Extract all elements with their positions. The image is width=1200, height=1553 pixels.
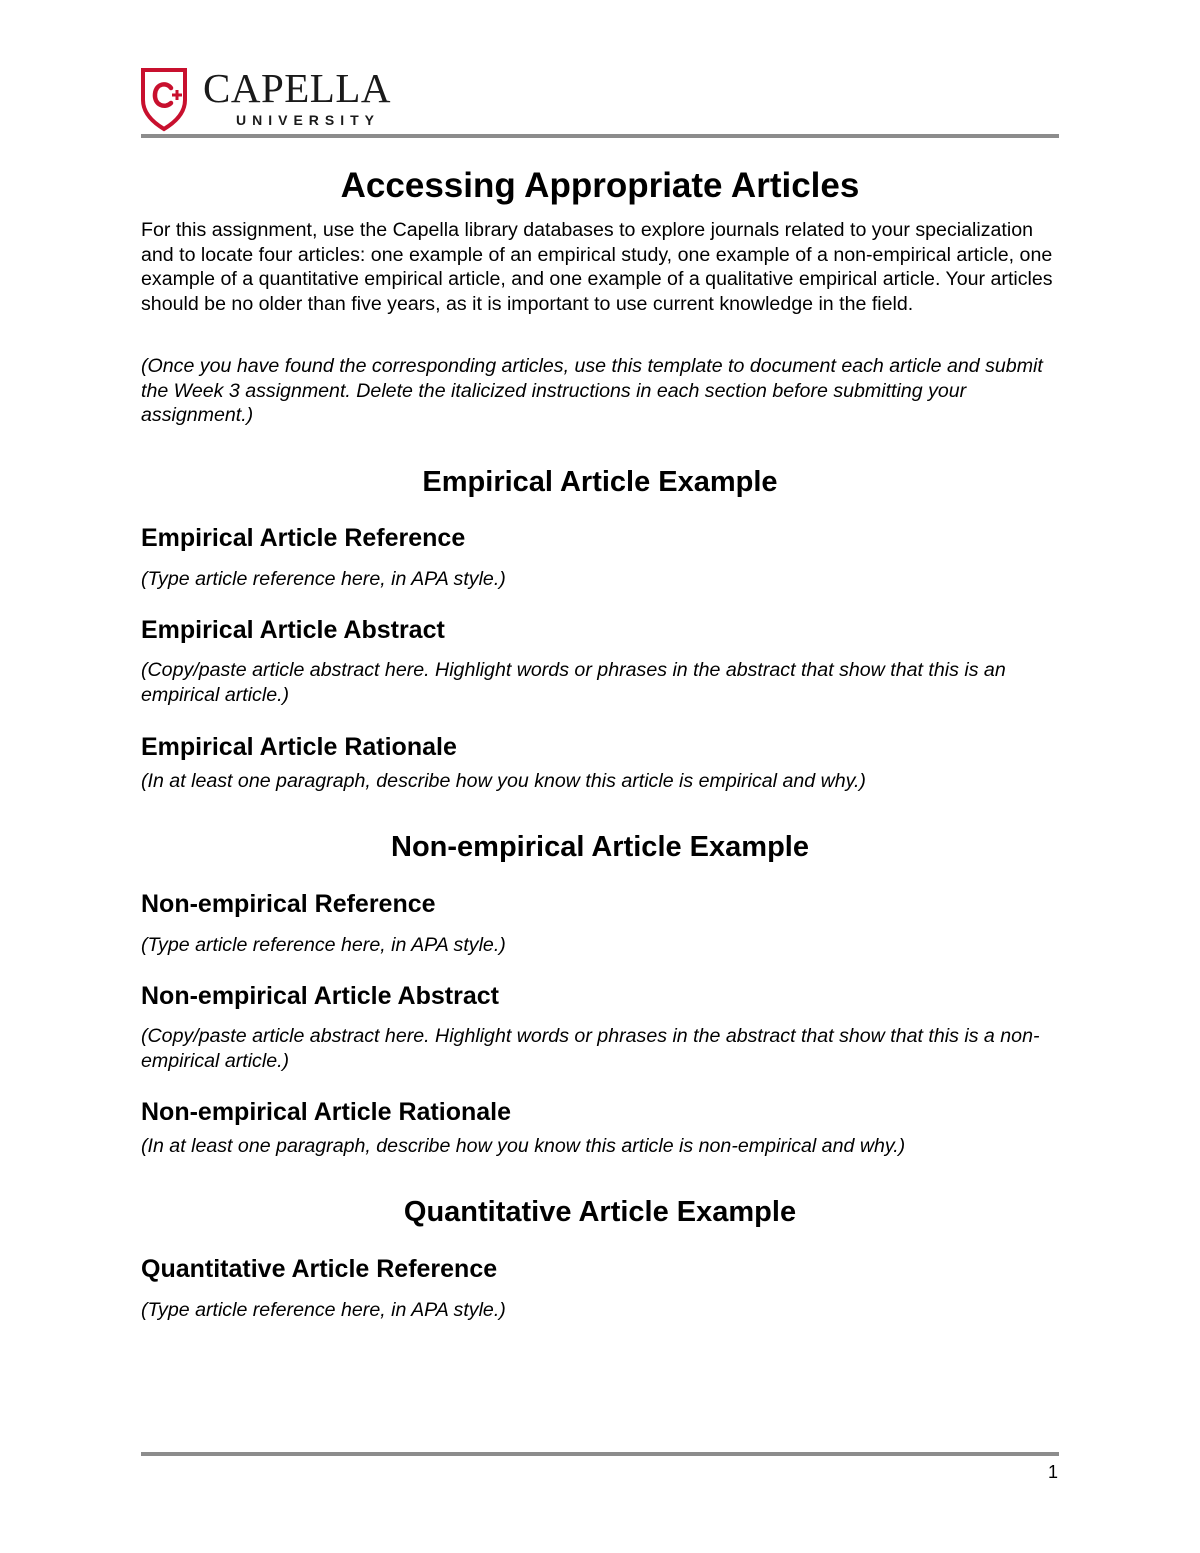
placeholder-non-empirical-rationale: (In at least one paragraph, describe how you know this article is non-empirical and why.) [141,1135,906,1157]
placeholder-quantitative-reference: (Type article reference here, in APA style.) [141,1299,506,1321]
section-heading-quantitative: Quantitative Article Example [403,1196,797,1228]
placeholder-non-empirical-abstract: (Copy/paste article abstract here. Highlight words or phrases in the abstract that show that this is a non-empirical article.) [141,1025,1040,1072]
subheading-empirical-rationale: Empirical Article Rationale [141,733,457,761]
header-divider [141,134,1059,138]
placeholder-empirical-rationale: (In at least one paragraph, describe how you know this article is empirical and why.) [141,770,866,792]
subheading-empirical-reference: Empirical Article Reference [141,524,466,552]
placeholder-empirical-reference: (Type article reference here, in APA style.) [141,568,506,590]
footer-divider [141,1452,1059,1456]
page-title: Accessing Appropriate Articles [340,166,860,205]
page-number: 1 [1047,1462,1058,1482]
subheading-empirical-abstract: Empirical Article Abstract [141,616,445,644]
intro-paragraph: For this assignment, use the Capella library databases to explore journals related to your specialization and to locate four articles: one example of an empirical study, one example of a non-empirical article, one example of a quantitative empirical article, and one example of a qualitative empirical article. Your articles should be no older than five years, as it is important to use current knowledge in the field. [141,219,1053,315]
capella-shield-icon [140,66,188,132]
capella-logo [140,66,430,134]
subheading-non-empirical-abstract: Non-empirical Article Abstract [141,982,499,1010]
subheading-non-empirical-rationale: Non-empirical Article Rationale [141,1098,511,1126]
logo-wordmark: CAPELLA [203,65,391,111]
subheading-quantitative-reference: Quantitative Article Reference [141,1255,498,1283]
instructions-paragraph: (Once you have found the corresponding articles, use this template to document each article and submit the Week 3 assignment. Delete the italicized instructions in each section before submitting your assignment.) [141,355,1043,427]
logo-subtitle: UNIVERSITY [236,112,381,128]
section-heading-non-empirical: Non-empirical Article Example [391,831,809,863]
placeholder-empirical-abstract: (Copy/paste article abstract here. Highlight words or phrases in the abstract that show that this is an empirical article.) [141,659,1006,706]
subheading-non-empirical-reference: Non-empirical Reference [141,890,436,918]
section-heading-empirical: Empirical Article Example [422,466,778,498]
placeholder-non-empirical-reference: (Type article reference here, in APA style.) [141,934,506,956]
